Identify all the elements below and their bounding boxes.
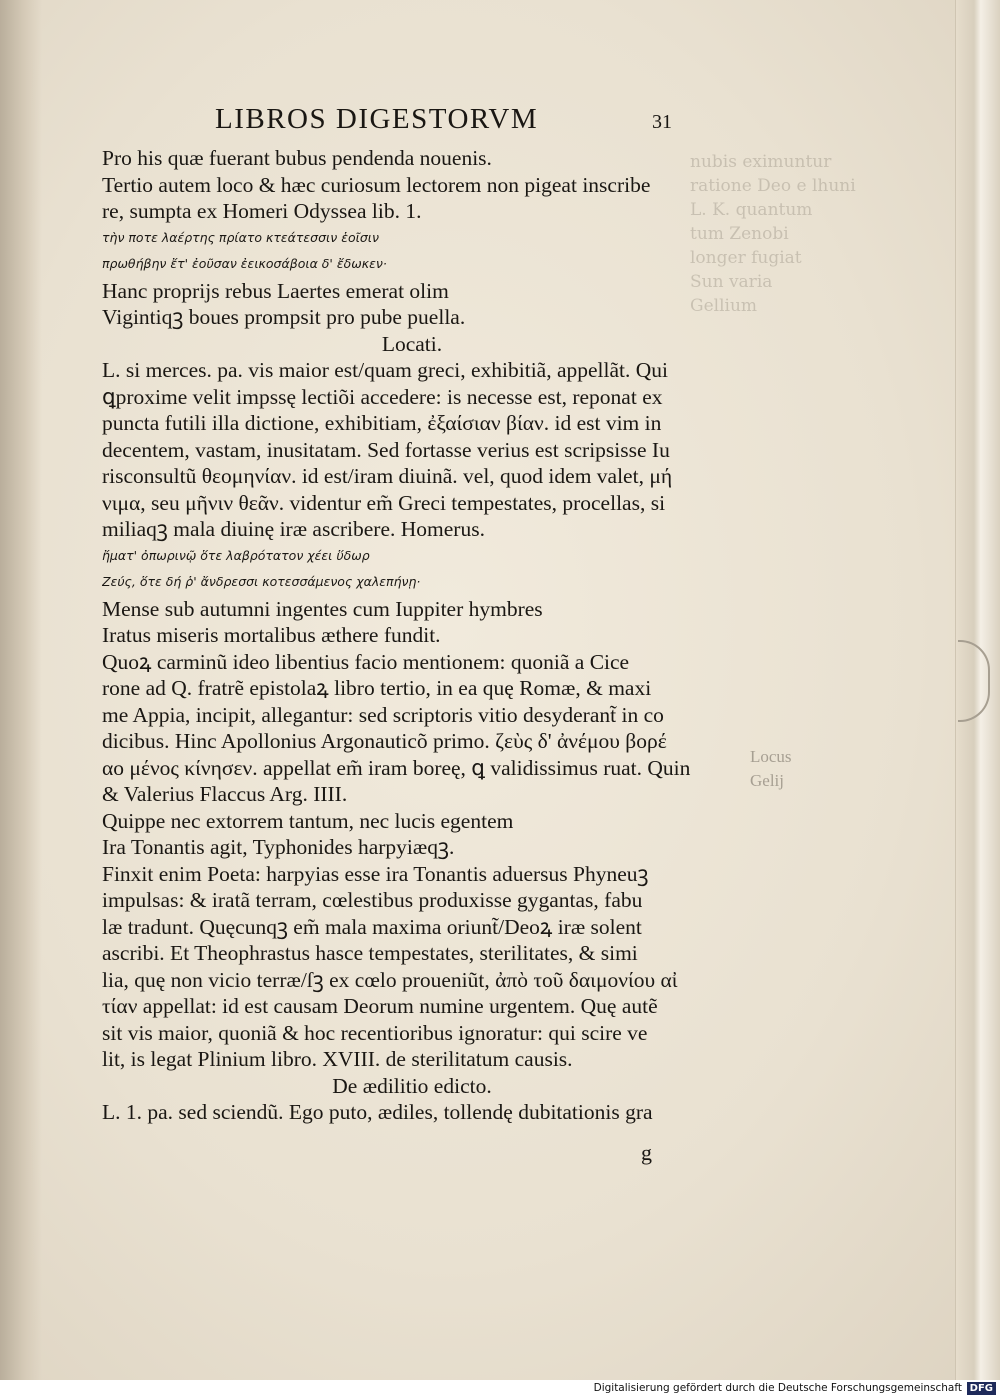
text-line: sit vis maior, quoniã & hoc recentioribus ignoratur: qui scire ve: [102, 1020, 648, 1045]
text-line: rone ad Q. fratrẽ epistolaꝝ libro tertio, in ea quę Romæ, & maxi: [102, 676, 652, 700]
page-number: 31: [652, 111, 672, 133]
signature-mark: g: [641, 1140, 652, 1165]
margin-note-line-2: Gelij: [750, 771, 784, 790]
section-heading: De ædilitio edicto.: [332, 1073, 492, 1098]
text-line: lit, is legat Plinium libro. XVIII. de sterilitatum causis.: [102, 1047, 573, 1071]
greek-verse-line: ἤματ' ὀπωρινῷ ὅτε λαβρότατον χέει ὕδωρ: [102, 547, 370, 563]
text-line: Tertio autem loco & hæc curiosum lectorem non pigeat inscribe: [102, 172, 651, 197]
text-line: Quoꝝ carminũ ideo libentius facio mentionem: quoniã a Cice: [102, 649, 630, 674]
text-line: Hanc proprijs rebus Laertes emerat olim: [102, 278, 449, 303]
funding-credit: Digitalisierung gefördert durch die Deutsche Forschungsgemeinschaft: [593, 1382, 962, 1394]
text-line: læ tradunt. Quęcunqꝫ em̃ mala maxima oriunt̃/Deoꝝ iræ solent: [102, 914, 642, 939]
text-line: Iratus miseris mortalibus æthere fundit.: [102, 623, 441, 647]
text-line: re, sumpta ex Homeri Odyssea lib. 1.: [102, 199, 422, 223]
text-line: & Valerius Flaccus Arg. IIII.: [102, 782, 348, 806]
text-line: Ira Tonantis agit, Typhonides harpyiæqꝫ.: [102, 835, 455, 859]
text-block: [102, 145, 722, 1126]
text-line: puncta futili illa dictione, exhibitiam, ἐξαίσιαν βίαν. id est vim in: [102, 411, 662, 435]
text-line: decentem, vastam, inusitatam. Sed fortasse verius est scripsisse Iu: [102, 437, 670, 462]
bleed-through-text: nubis eximuntur ratione Deo e lhuni L. K. quantum tum Zenobi longer fugiat Sun varia Gellium: [690, 152, 856, 316]
text-line: miliaqꝫ mala diuinę iræ ascribere. Homerus.: [102, 517, 485, 541]
greek-verse-line: πρωθήβην ἔτ' ἐοῦσαν ἐεικοσάβοια δ' ἔδωκεν·: [102, 256, 387, 271]
text-line: Finxit enim Poeta: harpyias esse ira Tonantis aduersus Phyneuꝫ: [102, 861, 649, 886]
margin-note-line-1: Locus: [750, 747, 792, 766]
text-line: νιμα, seu μῆνιν θεᾶν. videntur em̃ Greci tempestates, procellas, si: [102, 490, 666, 515]
text-line: Mense sub autumni ingentes cum Iuppiter hymbres: [102, 596, 543, 621]
text-line: dicibus. Hinc Apollonius Argonauticõ primo. ζεὺς δ' ἀνέμου βορέ: [102, 729, 667, 753]
text-line: L. si merces. pa. vis maior est/quam greci, exhibitiã, appellãt. Qui: [102, 358, 669, 382]
text-line: ꝗproxime velit impssę lectiõi accedere: is necesse est, reponat ex: [102, 384, 663, 409]
text-line: risconsultũ θεομηνίαν. id est/iram diuinã. vel, quod idem valet, μή: [102, 464, 673, 488]
running-head: LIBROS DIGESTORVM: [215, 103, 539, 135]
text-line: L. 1. pa. sed sciendũ. Ego puto, ædiles, tollendę dubitationis gra: [102, 1100, 653, 1124]
book-spine-shadow: [0, 0, 42, 1380]
section-heading: Locati.: [381, 331, 443, 356]
text-line: τίαν appellat: id est causam Deorum numine urgentem. Quę autẽ: [102, 994, 658, 1018]
text-line: Quippe nec extorrem tantum, nec lucis egentem: [102, 808, 514, 833]
text-line: ascribi. Et Theophrastus hasce tempestates, sterilitates, & simi: [102, 941, 638, 965]
text-line: impulsas: & iratã terram, cœlestibus produxisse gygantas, fabu: [102, 888, 643, 912]
text-line: αο μένος κίνησεν. appellat em̃ iram boreę, ꝗ validissimus ruat. Quin: [102, 755, 691, 780]
text-line: lia, quę non vicio terræ/ſꝫ ex cœlo proueniũt, ἀπὸ τοῦ δαιμονίου αἰ: [102, 967, 678, 992]
greek-verse-line: Ζεύς, ὅτε δή ῥ' ἄνδρεσσι κοτεσσάμενος χαλεπήνῃ·: [102, 574, 421, 589]
text-line: Vigintiqꝫ boues prompsit pro pube puella.: [102, 305, 466, 329]
margin-note: [750, 745, 810, 793]
text-line: me Appia, incipit, allegantur: sed scriptoris vitio desyderant̃ in co: [102, 702, 664, 727]
text-line: Pro his quæ fuerant bubus pendenda nouenis.: [102, 146, 492, 170]
dfg-logo: DFG: [967, 1382, 996, 1395]
greek-verse-line: τὴν ποτε λαέρτης πρίατο κτεάτεσσιν ἑοῖσιν: [102, 229, 379, 245]
